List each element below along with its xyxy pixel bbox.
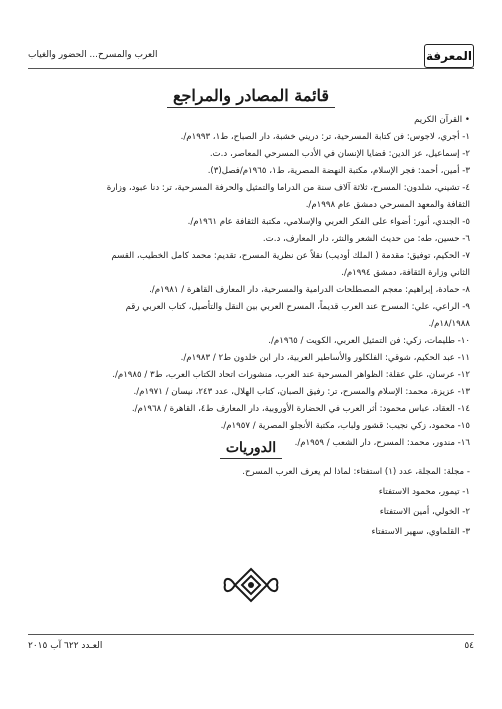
reference-item: ١٦- مندور، محمد: المسرح، دار الشعب / ١٩٥٩م/. [294, 438, 470, 448]
reference-item: ٣- أمين، أحمد: فجر الإسلام، مكتبة النهضة المصرية، ط١، ١٩٦٥م/فصل(٣). [207, 166, 470, 176]
periodicals-title-text: الدوريات [220, 440, 282, 459]
reference-item: ٩- الراعي، علي: المسرح عند العرب قديماً، المسرح العربي بين النقل والتأصيل، كتاب العربي رقم [125, 302, 470, 312]
reference-item: ١- أجري، لاجوس: فن كتابة المسرحية، تر: دريني خشبة، دار الصباح، ط١، ١٩٩٣م/. [180, 132, 470, 142]
periodical-item: ٢- الخولي، أمين الاستفتاء [379, 507, 470, 517]
running-head: العرب والمسرح... الحضور والغياب [28, 50, 158, 60]
periodical-item: ١- تيمور، محمود الاستفتاء [378, 487, 470, 497]
ornament-icon [221, 565, 281, 605]
page-header [28, 44, 474, 70]
page-number: ٥٤ [464, 641, 474, 651]
page-title-text: قائمة المصادر والمراجع [167, 86, 335, 108]
reference-item: ١٥- محمود، زكي نجيب: قشور ولباب، مكتبة الأنجلو المصرية / ١٩٥٧م/. [220, 421, 470, 431]
page-footer [28, 641, 474, 657]
reference-item: ٥- الجندي، أنور: أضواء على الفكر العربي والإسلامي، مكتبة الثقافة عام ١٩٦١م/. [187, 217, 470, 227]
header-divider [28, 68, 474, 69]
periodical-item: ٣- القلماوي، سهير الاستفتاء [371, 527, 470, 537]
reference-item: الثاني وزارة الثقافة، دمشق ١٩٩٤م/. [341, 268, 470, 278]
reference-item: ٦- حسين، طه: من حديث الشعر والنثر، دار المعارف، د.ت. [262, 234, 470, 244]
periodicals-title [0, 440, 502, 456]
references-list [30, 112, 470, 452]
reference-item: ٤- تشيني، شلدون: المسرح، ثلاثة آلاف سنة من الدراما والتمثيل والحرفة المسرحية، تر: دنا عبود، وزارة [106, 183, 470, 193]
reference-item: ١٢- عرسان، علي عقلة: الظواهر المسرحية عند العرب، منشورات اتحاد الكتاب العرب، ط٣ / ١٩٨٥م/. [112, 370, 470, 380]
reference-item: • القرآن الكريم [414, 115, 470, 125]
reference-item: ٨- حمادة، إبراهيم: معجم المصطلحات الدرامية والمسرحية، دار المعارف القاهرة / ١٩٨١م/. [149, 285, 470, 295]
periodical-item: - مجلة: المجلة، عدد (١) استفتاء: لماذا لم يعرف العرب المسرح. [242, 467, 470, 477]
reference-item: ١٤- العقاد، عباس محمود: أثر العرب في الحضارة الأوروبية، دار المعارف ط٤، القاهرة / ١٩٦٨م/. [131, 404, 470, 414]
reference-item: ١٣- عزيزة، محمد: الإسلام والمسرح، تر: رفيق الصبان، كتاب الهلال، عدد ٢٤٣، نيسان / ١٩٧١م/. [133, 387, 470, 397]
reference-item: ٢- إسماعيل، عز الدين: قضايا الإنسان في الأدب المسرحي المعاصر، د.ت. [209, 149, 470, 159]
reference-item: الثقافة والمعهد المسرحي دمشق عام ١٩٩٨م/. [305, 200, 470, 210]
reference-item: ٧- الحكيم، توفيق: مقدمة ( الملك أوديب) نقلاً عن نظرية المسرح، تقديم: محمد كامل الخطيب، القسم [111, 251, 470, 261]
magazine-logo: المعرفة [424, 44, 474, 68]
reference-item: ١٨/١٩٨٨م/. [428, 319, 470, 329]
reference-item: ١١- عبد الحكيم، شوقي: الفلكلور والأساطير العربية، دار ابن خلدون ط٢ / ١٩٨٣م/. [180, 353, 470, 363]
reference-item: ١٠- طليمات، زكي: فن التمثيل العربي، الكويت / ١٩٦٥م/. [268, 336, 470, 346]
periodicals-list [30, 462, 470, 542]
footer-divider [28, 634, 474, 635]
issue-info: العـدد ٦٢٢ آب ٢٠١٥ [28, 641, 103, 651]
page-title [0, 86, 502, 105]
